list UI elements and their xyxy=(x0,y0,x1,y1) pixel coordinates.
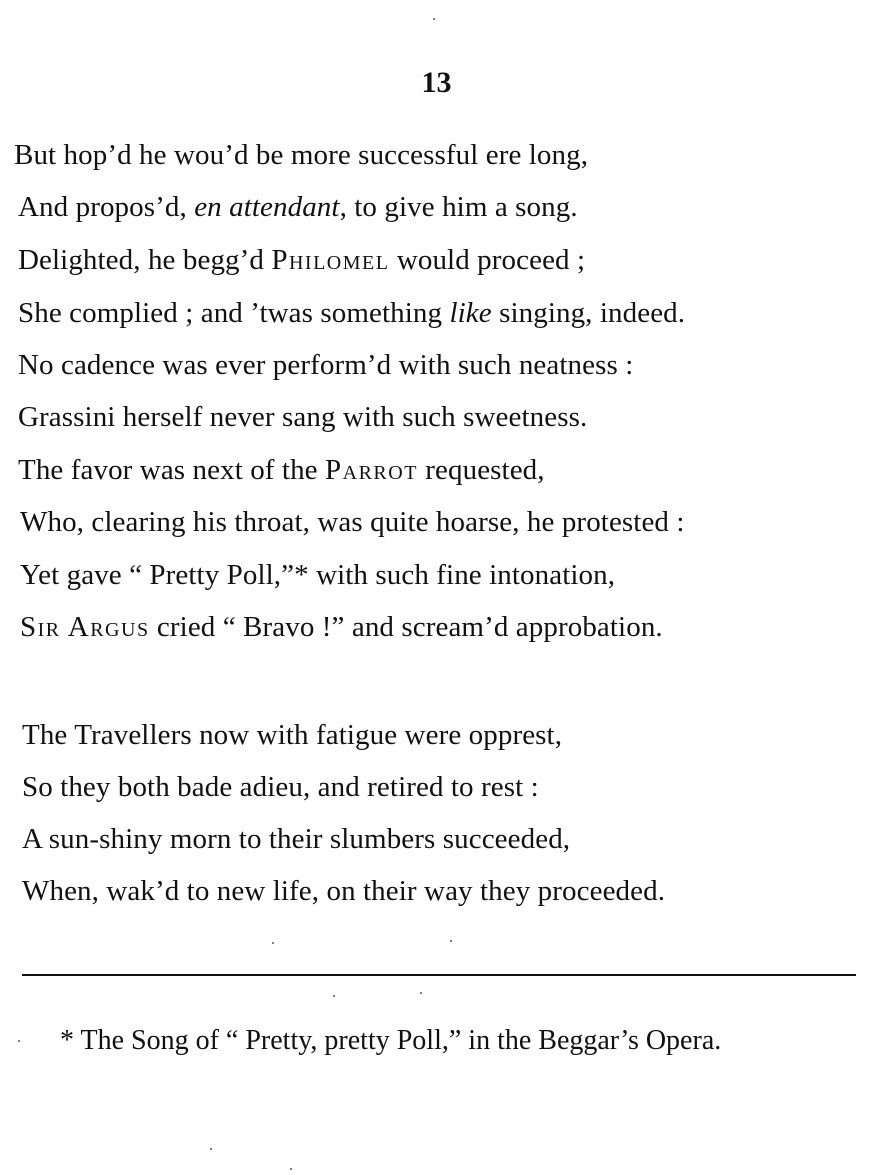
verse-line: But hop’d he wou’d be more successful ere long, xyxy=(14,139,589,171)
verse-line: The Travellers now with fatigue were opprest, xyxy=(22,719,563,751)
verse-line: Grassini herself never sang with such sweetness. xyxy=(18,401,588,433)
verse-line: Yet gave “ Pretty Poll,”* with such fine intonation, xyxy=(20,559,616,591)
italic-phrase: en attendant xyxy=(194,191,340,223)
scan-speck xyxy=(420,992,422,994)
character-name: Sir Argus xyxy=(20,611,150,643)
verse-line: No cadence was ever perform’d with such neatness : xyxy=(18,349,634,381)
footnote-divider xyxy=(22,974,856,976)
character-name: Parrot xyxy=(325,454,418,486)
verse-line: When, wak’d to new life, on their way they proceeded. xyxy=(22,875,666,907)
italic-phrase: like xyxy=(449,297,492,329)
scan-speck xyxy=(210,1148,212,1150)
verse-line: And propos’d, en attendant, to give him a song. xyxy=(18,191,578,223)
scan-speck xyxy=(18,1040,20,1042)
verse-line: She complied ; and ’twas something like singing, indeed. xyxy=(18,297,686,329)
scan-speck xyxy=(333,995,335,997)
verse-line: The favor was next of the Parrot requested, xyxy=(18,454,545,486)
footnote: * The Song of “ Pretty, pretty Poll,” in the Beggar’s Opera. xyxy=(60,1025,722,1056)
verse-line: Delighted, he begg’d Philomel would proceed ; xyxy=(18,244,586,276)
scan-speck xyxy=(272,942,274,944)
character-name: Philomel xyxy=(271,244,390,276)
verse-line: Who, clearing his throat, was quite hoarse, he protested : xyxy=(20,506,685,538)
page-number: 13 xyxy=(421,66,452,99)
verse-line: Sir Argus cried “ Bravo !” and scream’d approbation. xyxy=(20,611,663,643)
scan-speck xyxy=(433,18,435,20)
verse-line: So they both bade adieu, and retired to rest : xyxy=(22,771,539,803)
verse-line: A sun-shiny morn to their slumbers succeeded, xyxy=(22,823,571,855)
scan-speck xyxy=(290,1168,292,1170)
scan-speck xyxy=(450,940,452,942)
